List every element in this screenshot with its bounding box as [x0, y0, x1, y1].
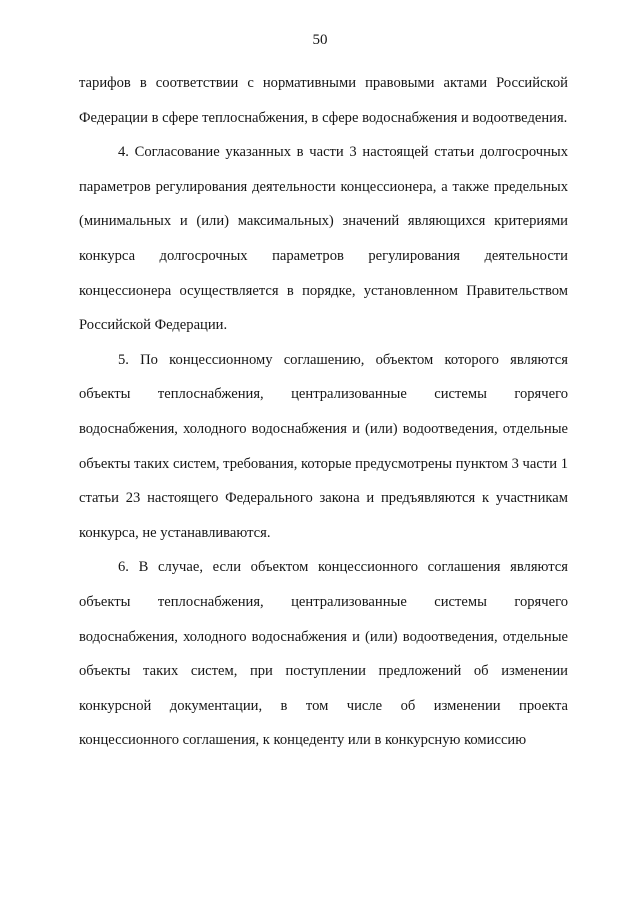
- paragraph-item-5: 5. По концессионному соглашению, объектом которого являются объекты теплоснабжения, централизованные системы горячего водоснабжения, холодного водоснабжения и (или) водоотведения, отдельные объекты таких систем, требования, которые предусмотрены пунктом 3 части 1 статьи 23 настоящего Федерального закона и предъявляются к участникам конкурса, не устанавливаются.: [79, 351, 568, 541]
- page-number: 50: [312, 32, 328, 48]
- paragraph-continuation: тарифов в соответствии с нормативными правовыми актами Российской Федерации в сфере теплоснабжения, в сфере водоснабжения и водоотведения.: [79, 75, 568, 126]
- paragraph-item-6: 6. В случае, если объектом концессионного соглашения являются объекты теплоснабжения, централизованные системы горячего водоснабжения, холодного водоснабжения и (или) водоотведения, отдельные объекты таких систем, при поступлении предложений об изменении конкурсной документации, в том числе об изменении проекта концессионного соглашения, к концеденту или в конкурсную комиссию: [79, 559, 568, 749]
- document-body: [79, 66, 568, 758]
- paragraph-item-4: 4. Согласование указанных в части 3 настоящей статьи долгосрочных параметров регулирования деятельности концессионера, а также предельных (минимальных и (или) максимальных) значений являющихся критериями конкурса долгосрочных параметров регулирования деятельности концессионера осуществляется в порядке, установленном Правительством Российской Федерации.: [79, 144, 568, 334]
